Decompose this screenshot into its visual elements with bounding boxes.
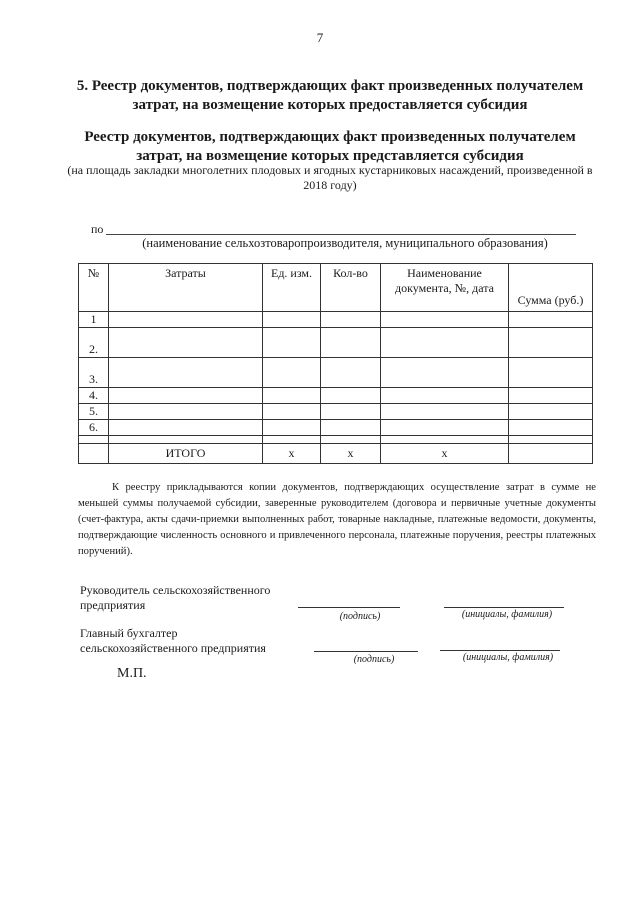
stamp-place: М.П.	[117, 666, 147, 681]
col-header-document: Наименование документа, №, дата	[381, 264, 509, 312]
table-cell	[321, 312, 381, 328]
col-header-sum: Сумма (руб.)	[509, 264, 593, 312]
head-label-line1: Руководитель сельскохозяйственного	[80, 583, 271, 597]
table-row	[79, 388, 593, 404]
table-cell	[321, 436, 381, 444]
table-cell	[321, 420, 381, 436]
table-row	[79, 436, 593, 444]
table-row	[79, 328, 593, 358]
section-heading: 5. Реестр документов, подтверждающих факт произведенных получателем затрат, на возмещение которых предоставляется субсидия	[76, 78, 584, 113]
row-number: 1	[79, 312, 109, 328]
table-cell	[381, 328, 509, 358]
table-cell	[263, 420, 321, 436]
table-cell	[509, 436, 593, 444]
table-row	[79, 420, 593, 436]
table-cell	[109, 404, 263, 420]
table-cell	[109, 436, 263, 444]
po-label: по	[91, 222, 104, 236]
head-signature-caption: (подпись)	[339, 611, 381, 622]
registry-subtitle: (на площадь закладки многолетних плодовых и ягодных кустарниковых насаждений, произведенной в 2018 году)	[67, 163, 593, 192]
total-quantity-mark: х	[321, 444, 381, 464]
accountant-label-line2: сельскохозяйственного предприятия	[80, 641, 266, 655]
table-cell	[109, 420, 263, 436]
head-signature-line	[298, 607, 400, 608]
head-name-caption: (инициалы, фамилия)	[461, 609, 553, 620]
table-cell	[321, 404, 381, 420]
table-cell	[109, 312, 263, 328]
table-cell	[321, 388, 381, 404]
table-row	[79, 312, 593, 328]
table-cell	[509, 328, 593, 358]
row-number: 4.	[79, 388, 109, 404]
table-cell	[79, 436, 109, 444]
head-name-line	[444, 607, 564, 608]
table-header-row	[79, 264, 593, 312]
row-number: 2.	[79, 328, 109, 358]
total-document-mark: х	[381, 444, 509, 464]
table-cell	[263, 388, 321, 404]
table-cell	[109, 388, 263, 404]
accountant-name-line	[440, 650, 560, 651]
registry-note-text: К реестру прикладываются копии документов, подтверждающих осуществление затрат в сумме не меньшей суммы получаемой субсидии, заверенные руководителем (договора и первичные учетные документы (счет-фактура, акты сдачи-приемки выполненных работ, товарные накладные, платежные ведомости, документы, подтверждающие численность основного и привлеченного персонала, платежные поручения, реестры платежных поручений).	[78, 482, 596, 557]
registry-table	[78, 263, 593, 464]
table-cell	[509, 420, 593, 436]
table-cell	[381, 404, 509, 420]
head-label-line2: предприятия	[80, 598, 146, 612]
table-total-row	[79, 444, 593, 464]
accountant-signature-caption: (подпись)	[353, 654, 395, 665]
registry-note	[78, 480, 596, 560]
table-cell	[263, 404, 321, 420]
table-cell	[509, 388, 593, 404]
table-row	[79, 358, 593, 388]
row-number: 5.	[79, 404, 109, 420]
table-cell	[381, 420, 509, 436]
accountant-name-caption: (инициалы, фамилия)	[462, 652, 554, 663]
row-number: 6.	[79, 420, 109, 436]
table-cell	[509, 358, 593, 388]
total-unit-mark: х	[263, 444, 321, 464]
table-cell	[381, 312, 509, 328]
producer-name-line	[106, 234, 576, 235]
table-cell	[381, 358, 509, 388]
col-header-unit: Ед. изм.	[263, 264, 321, 312]
registry-title: Реестр документов, подтверждающих факт произведенных получателем затрат, на возмещение которых представляется субсидия	[84, 129, 576, 164]
table-cell	[263, 436, 321, 444]
table-cell	[321, 328, 381, 358]
table-cell	[509, 312, 593, 328]
table-cell	[263, 312, 321, 328]
page-number: 7	[316, 30, 324, 45]
table-cell	[381, 388, 509, 404]
table-cell	[263, 328, 321, 358]
table-cell	[381, 436, 509, 444]
col-header-expenses: Затраты	[109, 264, 263, 312]
accountant-signature-line	[314, 651, 418, 652]
table-row	[79, 404, 593, 420]
producer-name-caption: (наименование сельхозтоваропроизводителя, муниципального образования)	[142, 236, 548, 250]
table-cell	[109, 358, 263, 388]
accountant-label-line1: Главный бухгалтер	[80, 626, 178, 640]
table-cell	[321, 358, 381, 388]
total-sum-cell	[509, 444, 593, 464]
table-cell	[109, 328, 263, 358]
table-cell	[79, 444, 109, 464]
col-header-quantity: Кол-во	[321, 264, 381, 312]
row-number: 3.	[79, 358, 109, 388]
table-cell	[509, 404, 593, 420]
table-cell	[263, 358, 321, 388]
col-header-number: №	[79, 264, 109, 312]
total-label: ИТОГО	[109, 444, 263, 464]
